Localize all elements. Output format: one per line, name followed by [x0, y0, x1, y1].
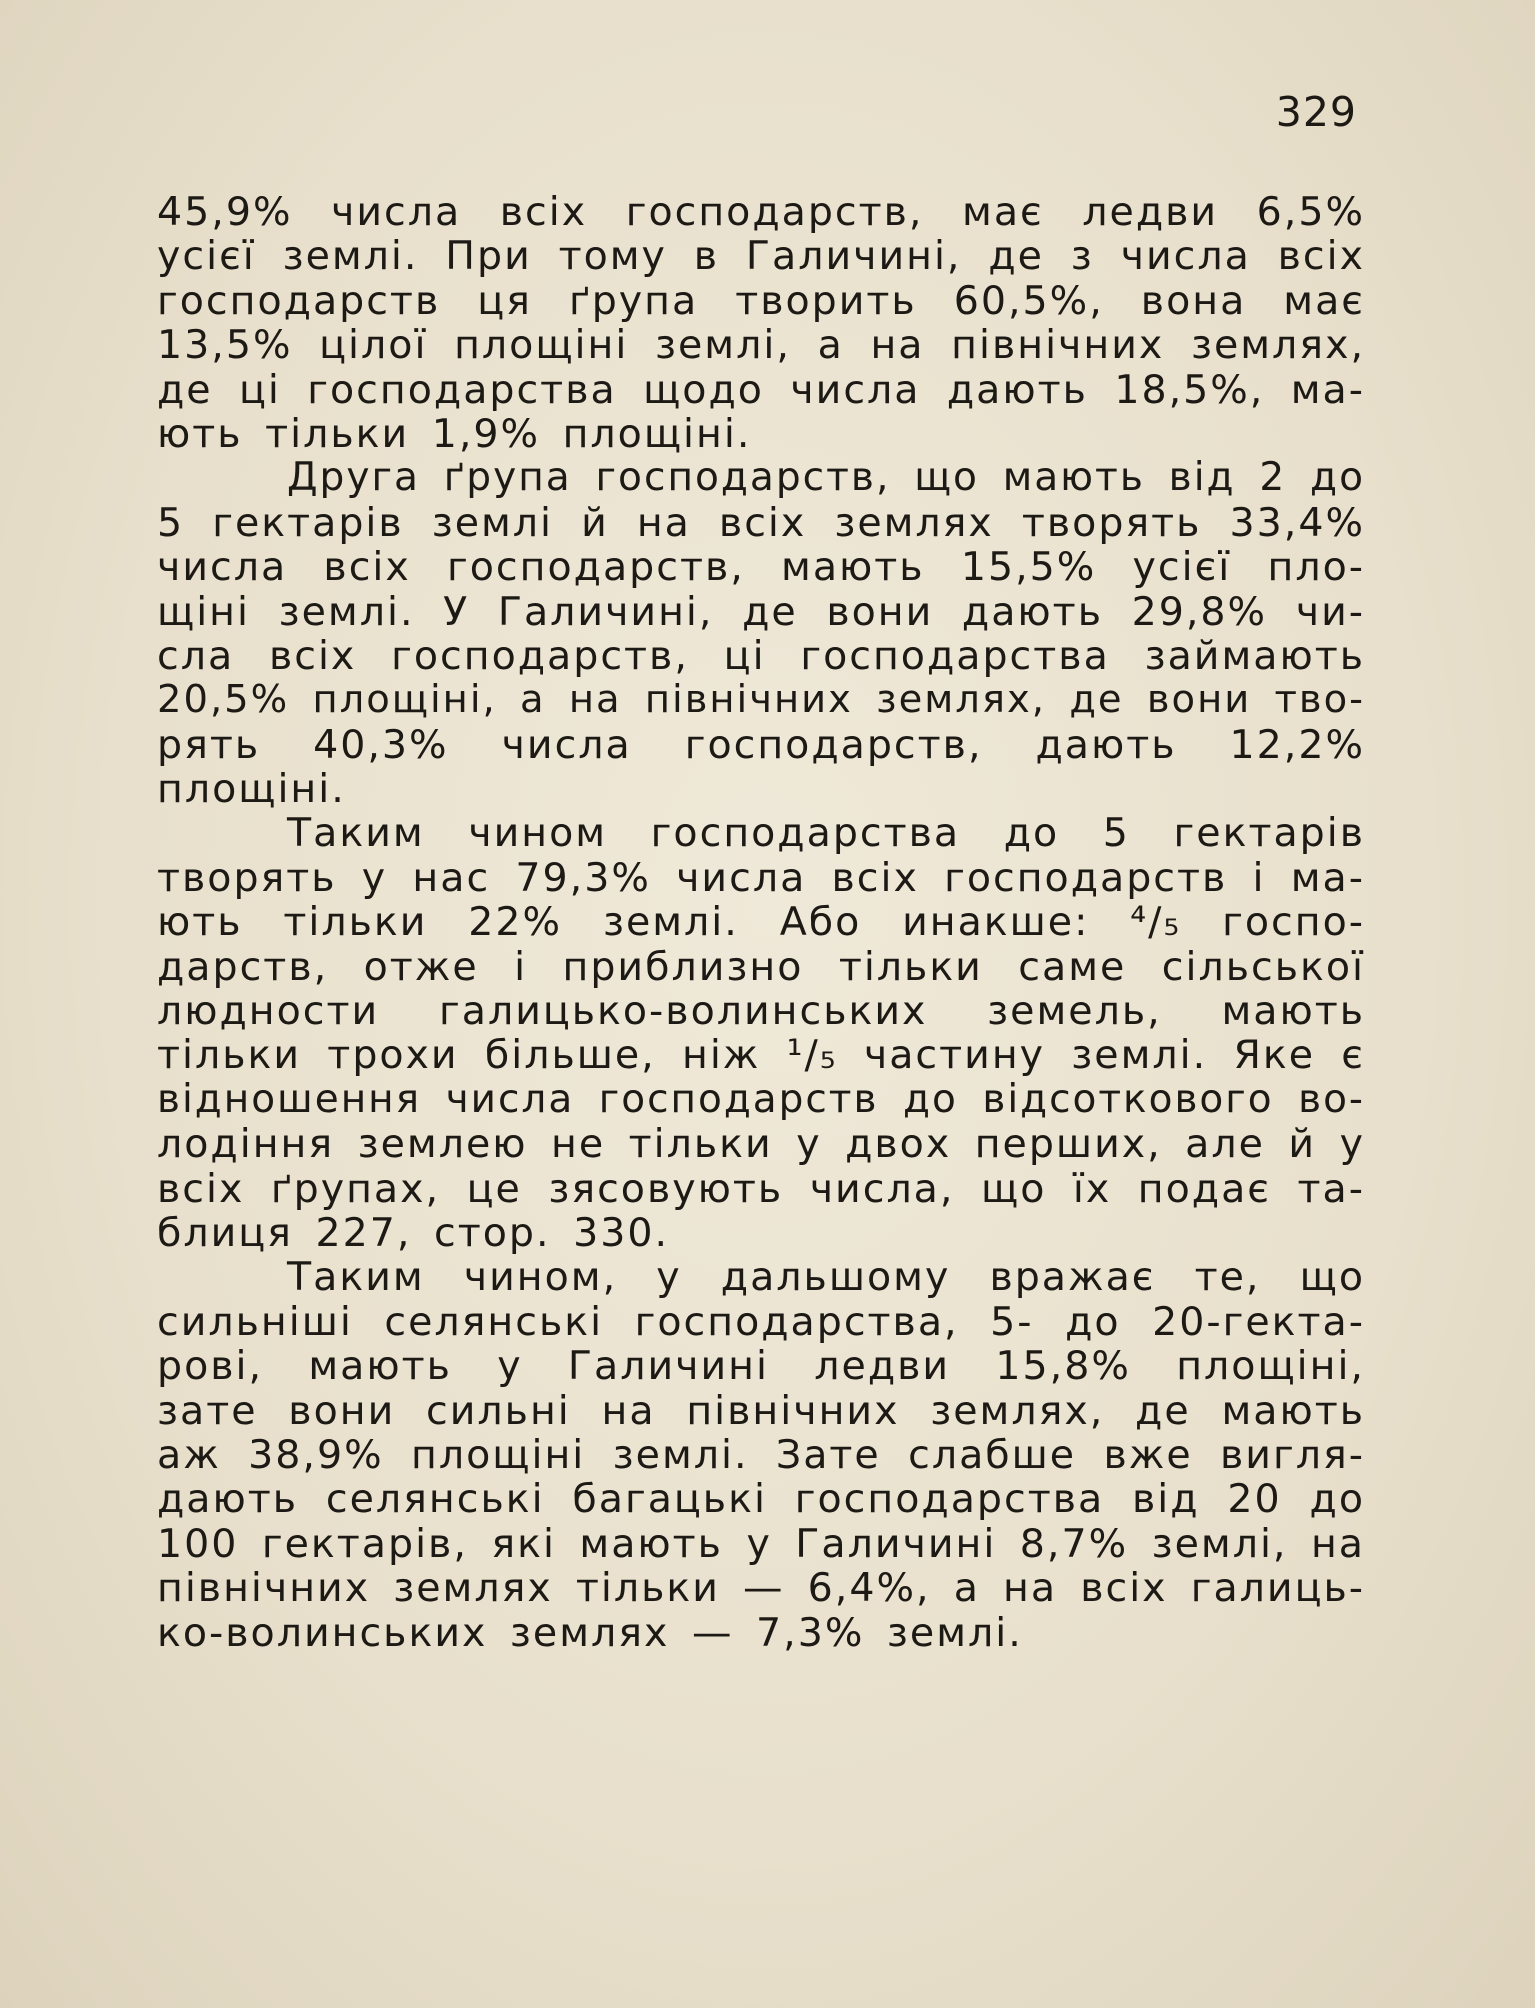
- text-line: рові, мають у Галичині ледви 15,8% площіні,: [157, 1343, 1365, 1390]
- paragraph-2: [157, 456, 1365, 811]
- text-line: лодіння землею не тільки у двох перших, але й у: [157, 1121, 1365, 1168]
- text-line: сла всіх господарств, ці господарства займають: [157, 632, 1365, 679]
- text-line: ють тільки 22% землі. Або инакше: ⁴/₅ госпо-: [157, 899, 1365, 946]
- text-line: Таким чином господарства до 5 гектарів: [287, 810, 1365, 857]
- paragraph-1: [157, 190, 1365, 456]
- text-line: аж 38,9% площіні землі. Зате слабше вже вигля-: [157, 1431, 1365, 1478]
- text-line: де ці господарства щодо числа дають 18,5%, ма-: [157, 366, 1365, 413]
- text-line: зате вони сильні на північних землях, де мають: [157, 1387, 1365, 1434]
- text-line: тільки трохи більше, ніж ¹/₅ частину землі. Яке є: [157, 1032, 1365, 1079]
- text-line: відношення числа господарств до відсоткового во-: [157, 1076, 1365, 1122]
- text-line: дають селянські багацькі господарства від 20 до: [157, 1476, 1365, 1523]
- text-line: дарств, отже і приблизно тільки саме сільської: [157, 943, 1365, 990]
- text-line: 100 гектарів, які мають у Галичині 8,7% землі, на: [157, 1520, 1365, 1567]
- text-line: усієї землі. При тому в Галичині, де з числа всіх: [157, 233, 1365, 280]
- text-line: щіні землі. У Галичині, де вони дають 29,8% чи-: [157, 588, 1365, 635]
- text-line: господарств ця ґрупа творить 60,5%, вона має: [157, 277, 1365, 324]
- text-line: ють тільки 1,9% площіні.: [157, 410, 752, 457]
- text-line: блиця 227, стор. 330.: [157, 1209, 670, 1256]
- text-line: 20,5% площіні, а на північних землях, де вони тво-: [157, 677, 1365, 723]
- text-line: Таким чином, у дальшому вражає те, що: [287, 1254, 1365, 1301]
- text-line: 13,5% цілої площіні землі, а на північних землях,: [157, 322, 1365, 369]
- paragraph-3: [157, 811, 1365, 1255]
- body-text: [157, 190, 1365, 1655]
- text-line: сильніші селянські господарства, 5- до 20-гекта-: [157, 1298, 1365, 1345]
- text-line: 5 гектарів землі й на всіх землях творять 33,4%: [157, 499, 1365, 546]
- text-line: числа всіх господарств, мають 15,5% усієї пло-: [157, 544, 1365, 591]
- text-line: всіх ґрупах, це зясовують числа, що їх подає та-: [157, 1165, 1365, 1212]
- text-line: творять у нас 79,3% числа всіх господарств і ма-: [157, 854, 1365, 901]
- text-line: ко-волинських землях — 7,3% землі.: [157, 1609, 1023, 1656]
- text-line: північних землях тільки — 6,4%, а на всіх галиць-: [157, 1565, 1365, 1612]
- text-line: площіні.: [157, 766, 346, 813]
- text-line: Друга ґрупа господарств, що мають від 2 до: [287, 455, 1365, 501]
- page-number: 329: [1275, 88, 1357, 136]
- text-line: 45,9% числа всіх господарств, має ледви 6,5%: [157, 189, 1365, 235]
- paragraph-4: [157, 1255, 1365, 1655]
- text-line: людности галицько-волинських земель, мають: [157, 988, 1365, 1035]
- text-line: рять 40,3% числа господарств, дають 12,2%: [157, 721, 1365, 768]
